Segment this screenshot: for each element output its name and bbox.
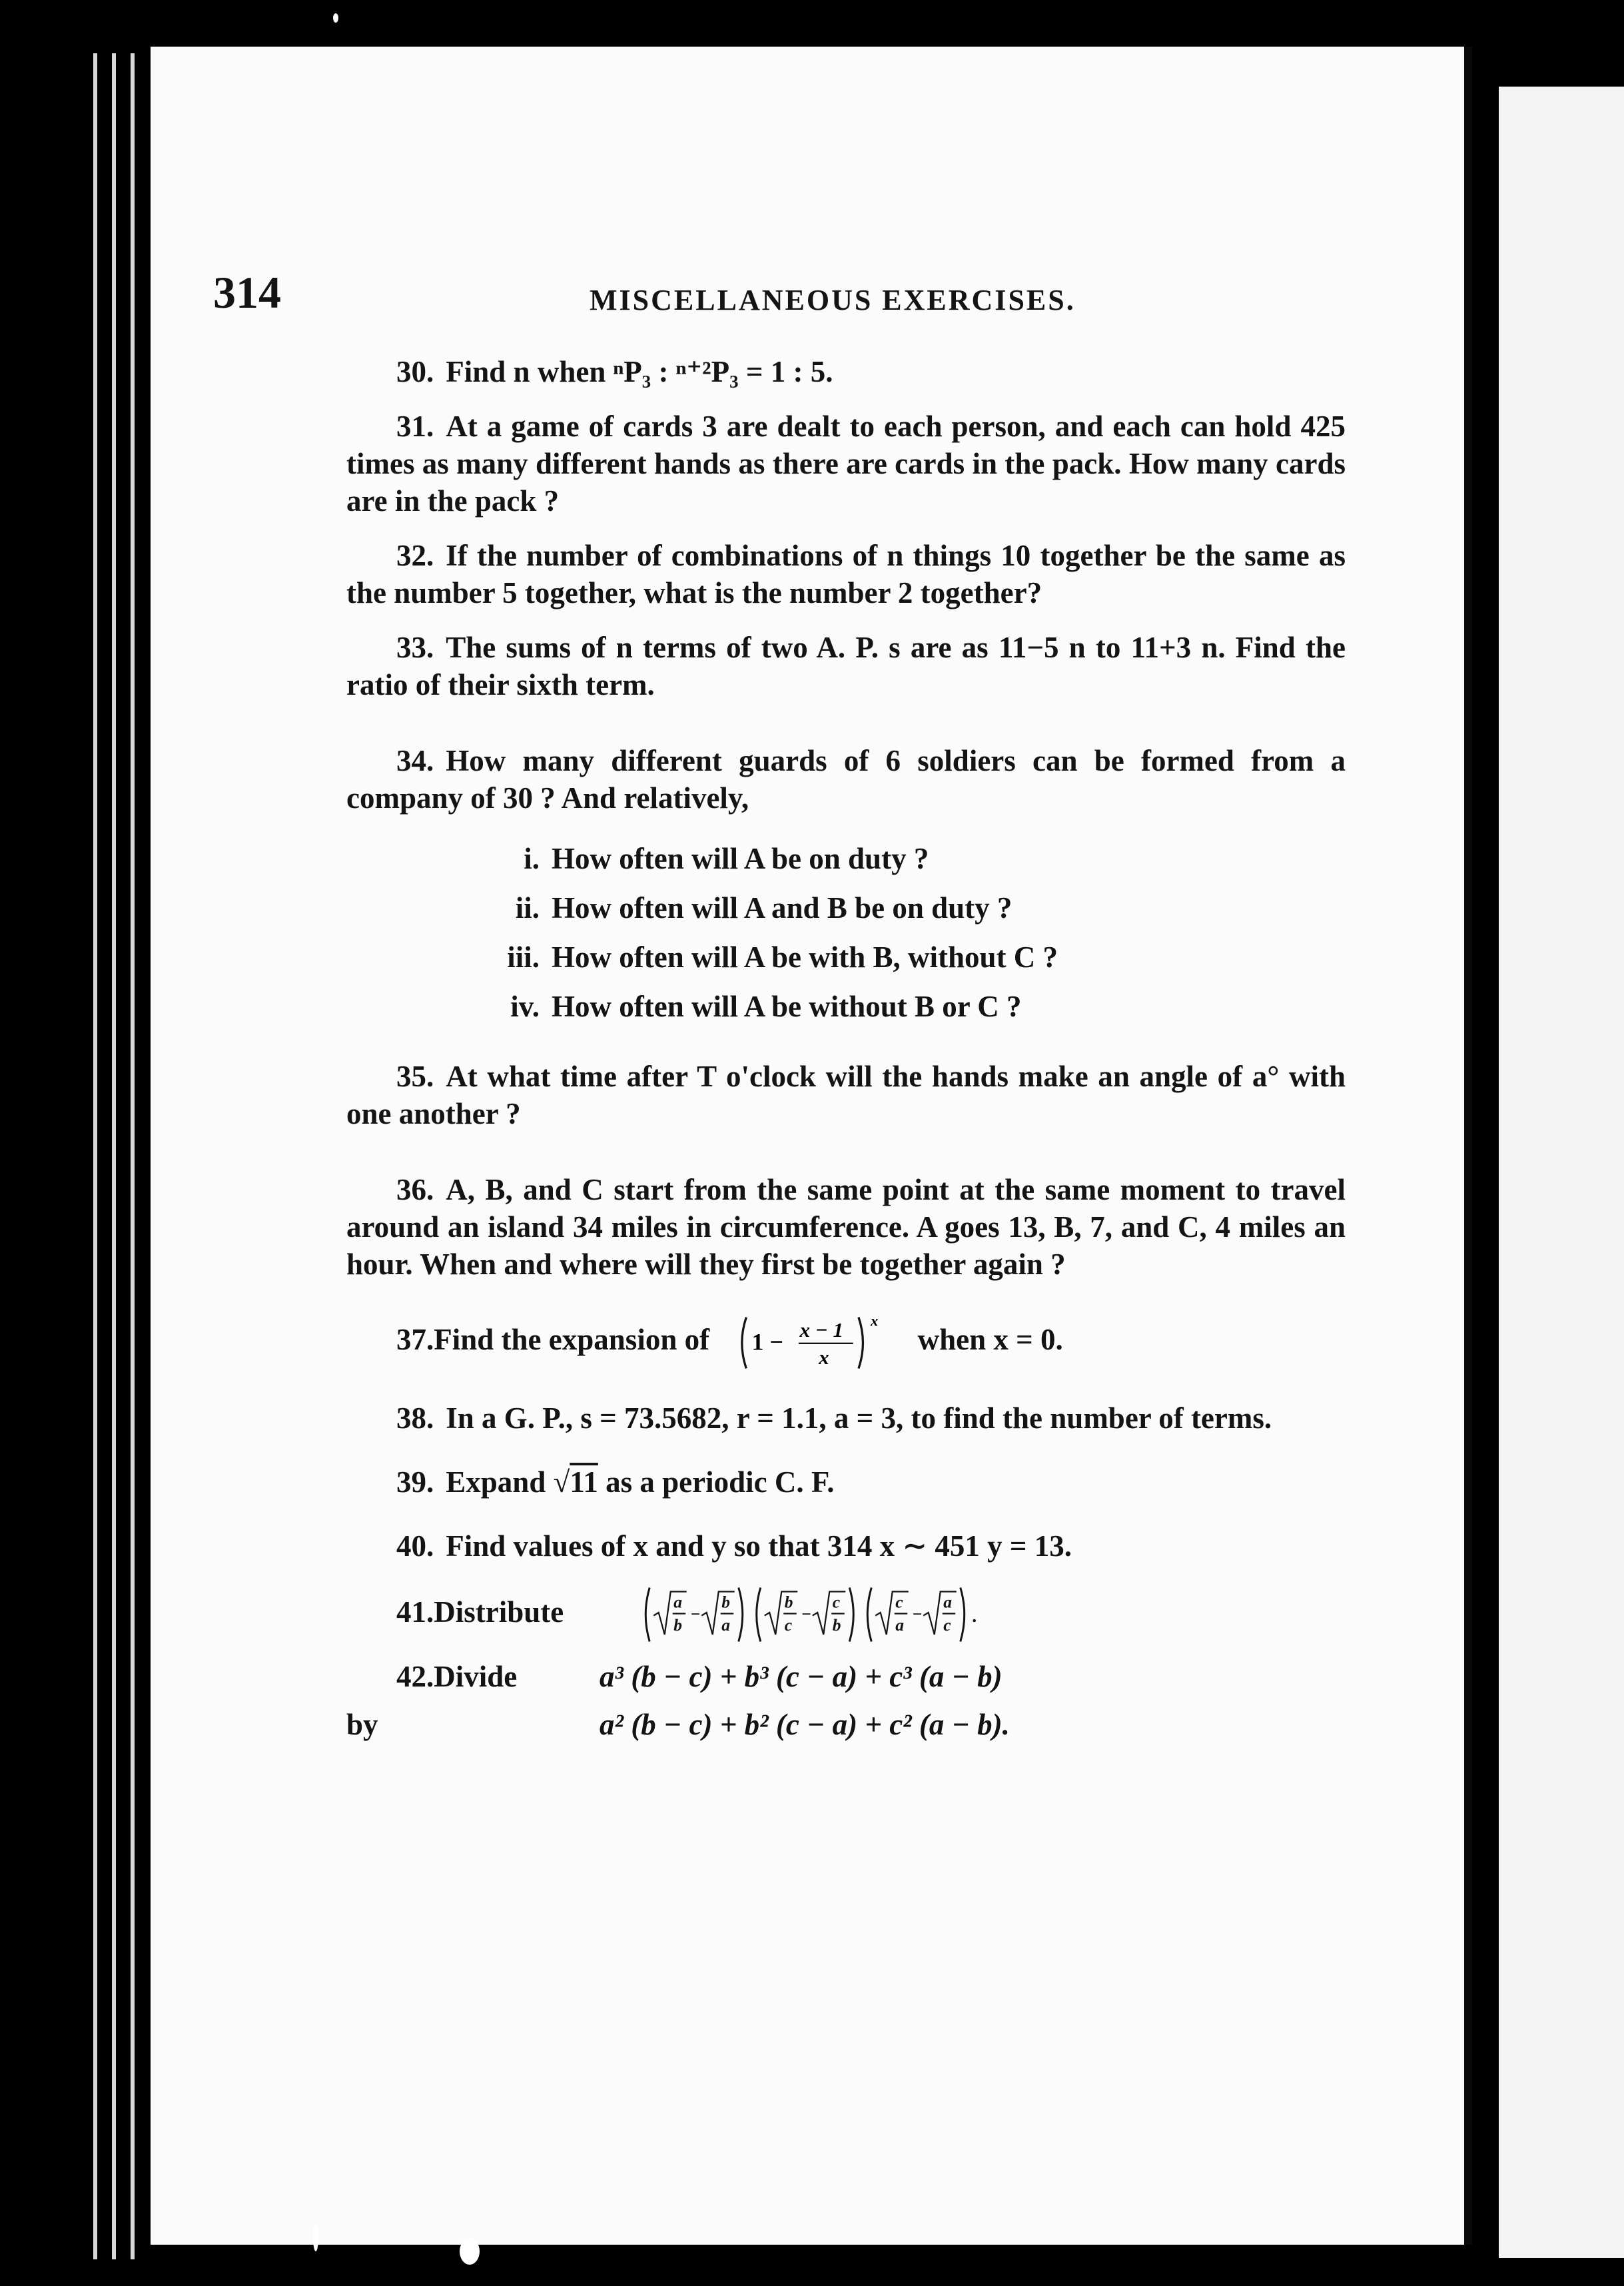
svg-text:c: c	[832, 1592, 840, 1612]
exercise-text: Find values of x and y so that 314 x ∼ 451 y = 13.	[446, 1529, 1072, 1563]
exercise-text: The sums of n terms of two A. P. s are as 11−5 n to 11+3 n. Find the ratio of their sixth term.	[346, 631, 1346, 701]
exercise-36	[346, 1171, 1346, 1283]
exercise-number: 40.	[396, 1529, 434, 1563]
exercise-number: 38.	[396, 1401, 434, 1435]
exercise-30	[346, 353, 1346, 390]
exercise-text: Divide	[434, 1660, 518, 1694]
exercise-41	[346, 1582, 1346, 1645]
page-number: 314	[213, 267, 281, 318]
exercise-number: 36.	[396, 1173, 434, 1206]
scan-speck	[333, 13, 338, 23]
book-edge-line	[131, 53, 135, 2259]
svg-text:a: a	[895, 1615, 904, 1635]
svg-text:a: a	[943, 1592, 952, 1612]
exercise-number: 39.	[396, 1465, 434, 1499]
exercise-text: At a game of cards 3 are dealt to each person, and each can hold 425 times as many different hands as there are cards in the pack. How many cards are in the pack ?	[346, 410, 1346, 518]
svg-text:c: c	[784, 1615, 792, 1635]
svg-text:a: a	[721, 1615, 730, 1635]
svg-text:−: −	[912, 1604, 922, 1624]
exercise-number: 33.	[396, 631, 434, 664]
svg-text:b: b	[832, 1615, 841, 1635]
dividend-expression: a³ (b − c) + b³ (c − a) + c³ (a − b)	[600, 1660, 1003, 1694]
exercise-31	[346, 408, 1346, 520]
exercise-42	[346, 1658, 1346, 1758]
subquestion-text: How often will A be with B, without C ?	[552, 941, 1058, 974]
exercise-list	[346, 353, 1346, 1758]
subquestion-text: How often will A be on duty ?	[552, 842, 929, 875]
subquestion-numeral: iii.	[507, 941, 540, 974]
svg-text:a: a	[673, 1592, 682, 1612]
divisor-expression: a² (b − c) + b² (c − a) + c² (a − b).	[600, 1708, 1010, 1742]
distribute-formula	[572, 1585, 1124, 1645]
exercise-number: 42.	[396, 1660, 434, 1694]
svg-text:x: x	[819, 1345, 830, 1369]
divisor-label: by	[346, 1708, 378, 1742]
scan-speck	[460, 2238, 480, 2265]
exercise-number: 41.	[396, 1595, 434, 1629]
subquestion-numeral: i.	[524, 842, 540, 875]
exercise-text: as a periodic C. F.	[606, 1465, 835, 1499]
exercise-text: At what time after T o'clock will the hands make an angle of a° with one another ?	[346, 1060, 1346, 1130]
exercise-39	[346, 1463, 1346, 1501]
exercise-text: In a G. P., s = 73.5682, r = 1.1, a = 3, to find the number of terms.	[446, 1401, 1272, 1435]
exercise-text: Find the expansion of	[434, 1323, 710, 1356]
subquestion-i	[346, 834, 1346, 883]
svg-text:b: b	[784, 1592, 793, 1612]
exercise-35	[346, 1058, 1346, 1132]
exercise-text: A, B, and C start from the same point at the same moment to travel around an island 34 miles in circumference. A goes 13, B, 7, and C, 4 miles an hour. When and where will they first be together again ?	[346, 1173, 1346, 1281]
subquestion-numeral: iv.	[510, 990, 540, 1023]
subquestion-iv	[346, 982, 1346, 1031]
svg-text:1 −: 1 −	[751, 1328, 784, 1355]
exercise-number: 30.	[396, 355, 434, 388]
exercise-text: How many different guards of 6 soldiers can be formed from a company of 30 ? And relatively,	[346, 744, 1346, 815]
svg-text:b: b	[721, 1592, 730, 1612]
exercise-number: 32.	[396, 539, 434, 572]
exercise-text: Expand	[446, 1465, 546, 1499]
subquestion-text: How often will A and B be on duty ?	[552, 891, 1013, 925]
exercise-33	[346, 629, 1346, 703]
subquestion-iii	[346, 933, 1346, 982]
svg-text:x: x	[871, 1312, 879, 1330]
subquestion-numeral: ii.	[515, 891, 540, 925]
subquestion-ii	[346, 883, 1346, 933]
book-edge-line	[93, 53, 97, 2259]
radicand: 11	[570, 1465, 598, 1499]
page-header	[213, 266, 1146, 326]
svg-text:b: b	[673, 1615, 682, 1635]
exercise-number: 31.	[396, 410, 434, 443]
exercise-38	[346, 1399, 1346, 1437]
svg-text:x − 1: x − 1	[799, 1318, 844, 1341]
svg-text:c: c	[943, 1615, 951, 1635]
running-head: MISCELLANEOUS EXERCISES.	[590, 284, 1076, 316]
facing-page-edge	[1499, 87, 1624, 2258]
exercise-number: 35.	[396, 1060, 434, 1093]
exercise-34	[346, 742, 1346, 817]
exercise-42-label	[396, 1658, 517, 1695]
svg-text:−: −	[690, 1604, 700, 1624]
scan-speck	[313, 2225, 318, 2251]
exercise-40	[346, 1527, 1346, 1565]
book-edge-line	[112, 53, 116, 2259]
exercise-32	[346, 537, 1346, 611]
exercise-text: If the number of combinations of n things 10 together be the same as the number 5 together, what is the number 2 together?	[346, 539, 1346, 609]
exercise-37	[346, 1310, 1346, 1373]
svg-text:−: −	[801, 1604, 811, 1624]
exercise-number: 34.	[396, 744, 434, 777]
subquestion-text: How often will A be without B or C ?	[552, 990, 1022, 1023]
exercise-text: Find n when ⁿP₃ : ⁿ⁺²P₃ = 1 : 5.	[446, 355, 833, 388]
exercise-text: when x = 0.	[917, 1323, 1063, 1356]
exercise-number: 37.	[396, 1323, 434, 1356]
svg-text:c: c	[895, 1592, 903, 1612]
expansion-formula	[717, 1313, 910, 1373]
square-root-sign: √	[553, 1465, 570, 1499]
exercise-text: Distribute	[434, 1595, 564, 1629]
